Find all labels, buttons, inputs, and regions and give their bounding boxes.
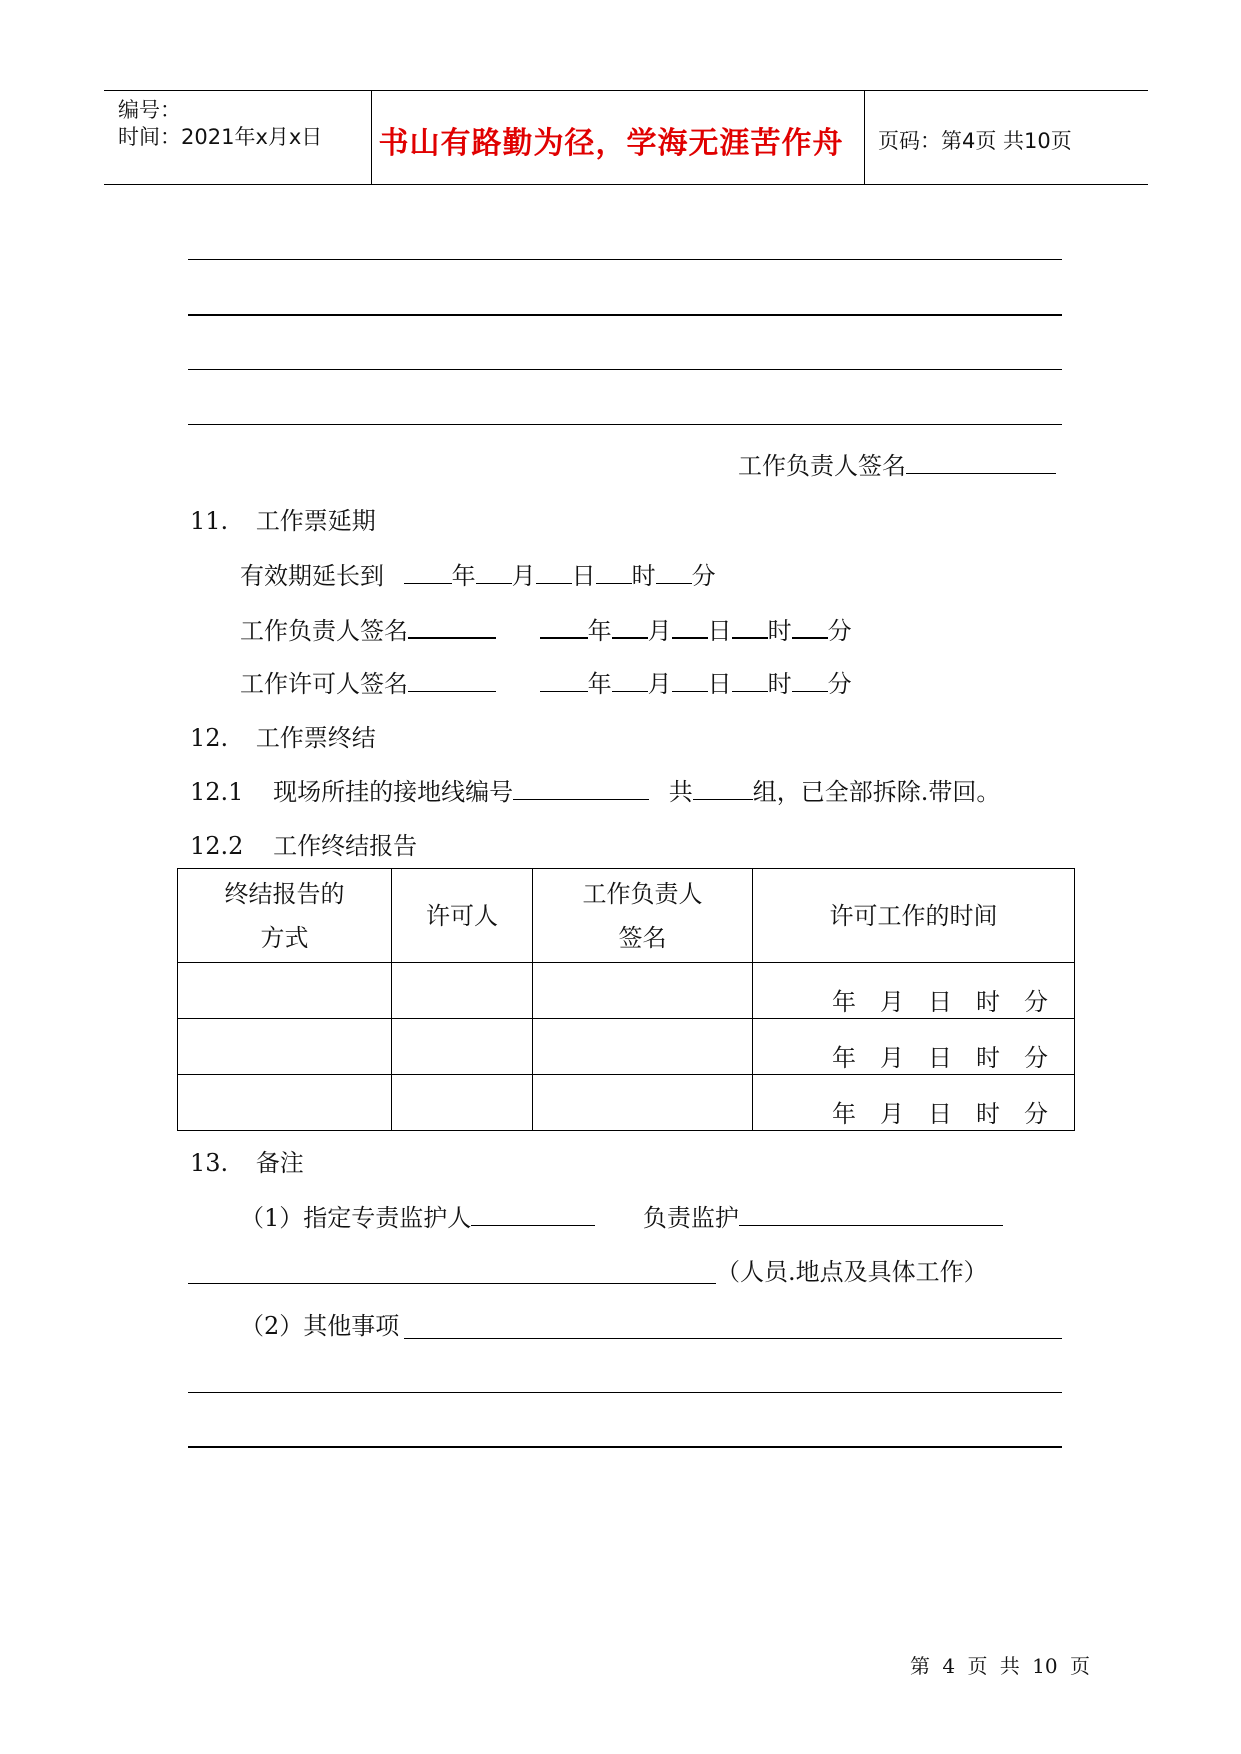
method-cell[interactable] (178, 1019, 392, 1075)
section-13-number: 13. (190, 1149, 229, 1177)
year-blank[interactable] (540, 615, 588, 639)
section-12-title-text: 工作票终结 (255, 724, 376, 752)
section-12-number: 12. (190, 724, 229, 752)
permitter-cell[interactable] (392, 963, 533, 1019)
permitter-cell[interactable] (392, 1019, 533, 1075)
section-11-number: 11. (190, 507, 229, 535)
method-cell[interactable] (178, 963, 392, 1019)
blank-line[interactable] (188, 259, 1062, 260)
day-unit: 日 (707, 617, 732, 645)
header-divider-right (864, 90, 865, 184)
item-12-2-label: 工作终结报告 (273, 832, 418, 860)
time-cell[interactable]: 年 月 日 时 分 (753, 1019, 1075, 1075)
leader-signature-blank[interactable] (906, 451, 1056, 474)
item-12-2-row (190, 831, 417, 861)
blank-line[interactable] (188, 1392, 1062, 1393)
table-row (178, 1019, 1075, 1075)
time-cell[interactable]: 年 月 日 时 分 (753, 963, 1075, 1019)
minute-unit: 分 (827, 617, 852, 645)
day-blank[interactable] (672, 615, 708, 639)
serial-label: 编号： (118, 98, 181, 122)
leader-signature-row (738, 451, 1056, 481)
year-blank[interactable] (540, 669, 588, 692)
year-unit: 年 (451, 562, 476, 590)
footer-page-number: 第 4 页 共 10 页 (910, 1654, 1090, 1678)
hour-blank[interactable] (732, 615, 768, 639)
supervisor-blank[interactable] (471, 1203, 595, 1226)
section-11-title (190, 506, 376, 536)
header-cell-method: 终结报告的 方式 (178, 869, 392, 963)
supervise-label: 负责监护 (642, 1204, 739, 1232)
section-13-title (190, 1148, 304, 1178)
blank-line[interactable] (188, 369, 1062, 370)
month-unit: 月 (647, 670, 672, 698)
hour-unit: 时 (631, 562, 656, 590)
item-12-1-number: 12.1 (190, 778, 244, 806)
ground-wire-number-blank[interactable] (513, 777, 649, 800)
supervise-note: （人员.地点及具体工作） (716, 1258, 988, 1286)
time-label: 时间：2021年x月x日 (118, 125, 323, 149)
year-blank[interactable] (404, 561, 452, 584)
supervise-scope-blank[interactable] (739, 1203, 1003, 1226)
leader-sign-blank[interactable] (408, 615, 496, 639)
day-blank[interactable] (672, 669, 708, 692)
month-blank[interactable] (612, 669, 648, 692)
day-blank[interactable] (536, 561, 572, 584)
page-code-label: 页码：第4页 共10页 (878, 129, 1072, 153)
item-12-2-number: 12.2 (190, 832, 244, 860)
section-12-title (190, 723, 376, 753)
month-unit: 月 (647, 617, 672, 645)
other-matters-label: （2）其他事项 (240, 1312, 400, 1340)
item-12-1-row (190, 777, 1000, 807)
leader-sign-row (240, 615, 852, 646)
day-unit: 日 (571, 562, 596, 590)
blank-line[interactable] (188, 1446, 1062, 1448)
minute-unit: 分 (691, 562, 716, 590)
permitter-cell[interactable] (392, 1075, 533, 1131)
minute-blank[interactable] (656, 561, 692, 584)
minute-unit: 分 (827, 670, 852, 698)
permit-sign-blank[interactable] (408, 669, 496, 692)
year-unit: 年 (587, 670, 612, 698)
extend-label: 有效期延长到 (240, 562, 384, 590)
time-cell[interactable]: 年 月 日 时 分 (753, 1075, 1075, 1131)
hour-blank[interactable] (596, 561, 632, 584)
year-unit: 年 (587, 617, 612, 645)
item-12-1-total: 共 (668, 778, 693, 806)
table-row (178, 963, 1075, 1019)
minute-blank[interactable] (792, 615, 828, 639)
day-unit: 日 (707, 670, 732, 698)
blank-line[interactable] (188, 314, 1062, 316)
hour-unit: 时 (767, 670, 792, 698)
item-12-1-suffix: 组，已全部拆除.带回。 (752, 778, 1001, 806)
extension-row (240, 561, 716, 591)
leader-sign-label: 工作负责人签名 (240, 617, 408, 645)
permit-sign-row (240, 669, 852, 699)
table-row (178, 1075, 1075, 1131)
minute-blank[interactable] (792, 669, 828, 692)
supervisor-label: （1）指定专责监护人 (240, 1204, 472, 1232)
leader-sign-cell[interactable] (533, 963, 753, 1019)
header-cell-permit-time: 许可工作的时间 (753, 869, 1075, 963)
leader-sign-cell[interactable] (533, 1075, 753, 1131)
leader-sign-cell[interactable] (533, 1019, 753, 1075)
leader-signature-label: 工作负责人签名 (738, 452, 906, 480)
section-11-title-text: 工作票延期 (255, 507, 376, 535)
header-cell-permitter: 许可人 (392, 869, 533, 963)
blank-line[interactable] (188, 424, 1062, 425)
header-cell-leader-sign: 工作负责人 签名 (533, 869, 753, 963)
section-13-title-text: 备注 (255, 1149, 304, 1177)
item-12-1-label: 现场所挂的接地线编号 (273, 778, 514, 806)
other-matters-line[interactable] (404, 1338, 1062, 1339)
month-blank[interactable] (612, 615, 648, 639)
group-count-blank[interactable] (693, 777, 753, 800)
month-unit: 月 (511, 562, 536, 590)
header-top-rule (104, 90, 1148, 91)
header-bottom-rule (104, 184, 1148, 185)
table-header-row (178, 869, 1075, 963)
remark-1-row (240, 1203, 1003, 1233)
method-cell[interactable] (178, 1075, 392, 1131)
month-blank[interactable] (476, 561, 512, 584)
motto: 书山有路勤为径，学海无涯苦作舟 (378, 126, 844, 161)
permit-sign-label: 工作许可人签名 (240, 670, 408, 698)
termination-report-table (177, 868, 1075, 1131)
hour-blank[interactable] (732, 669, 768, 692)
hour-unit: 时 (767, 617, 792, 645)
supervise-detail-line[interactable] (188, 1283, 716, 1284)
